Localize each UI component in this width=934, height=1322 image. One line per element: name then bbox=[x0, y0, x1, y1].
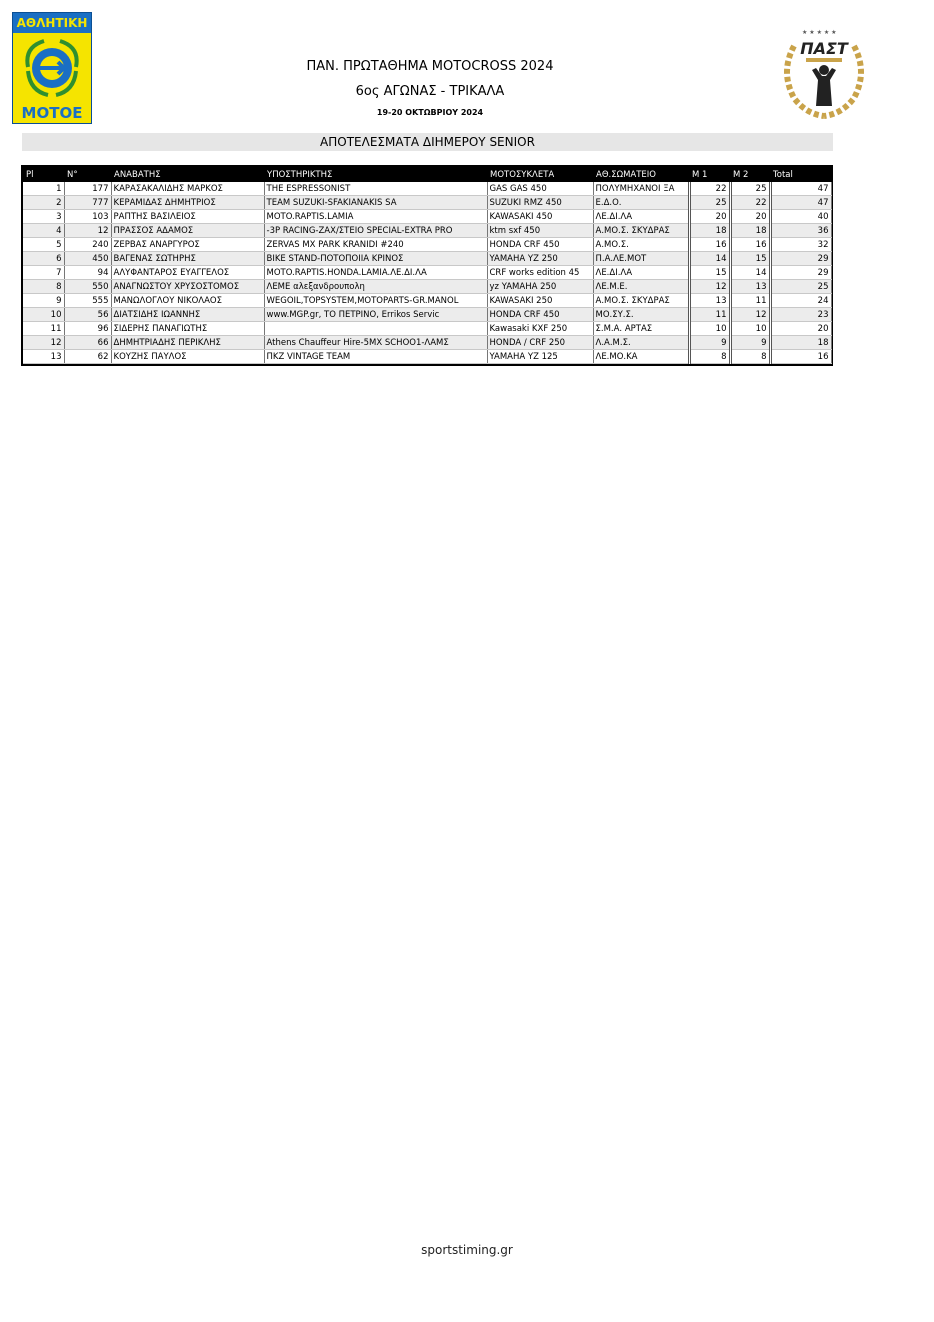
cell-moto1: 22 bbox=[689, 182, 730, 196]
table-row bbox=[23, 224, 831, 238]
table-row bbox=[23, 266, 831, 280]
cell-motorcycle: HONDA CRF 450 bbox=[487, 238, 593, 252]
cell-number: 56 bbox=[64, 308, 111, 322]
cell-place: 10 bbox=[23, 308, 64, 322]
cell-moto1: 13 bbox=[689, 294, 730, 308]
cell-place: 5 bbox=[23, 238, 64, 252]
cell-sponsor: BIKE STAND-ΠΟΤΟΠΟΙΙΑ ΚΡΙΝΟΣ bbox=[264, 252, 487, 266]
cell-moto1: 25 bbox=[689, 196, 730, 210]
table-row bbox=[23, 322, 831, 336]
cell-club: ΠΟΛΥΜΗΧΑΝΟΙ ΞΑ bbox=[593, 182, 689, 196]
cell-total: 47 bbox=[770, 182, 831, 196]
race-title: 6ος ΑΓΩΝΑΣ - ΤΡΙΚΑΛΑ bbox=[355, 84, 505, 99]
cell-number: 177 bbox=[64, 182, 111, 196]
cell-total: 20 bbox=[770, 322, 831, 336]
cell-moto2: 18 bbox=[730, 224, 770, 238]
cell-number: 103 bbox=[64, 210, 111, 224]
cell-club: Α.ΜΟ.Σ. ΣΚΥΔΡΑΣ bbox=[593, 294, 689, 308]
cell-number: 94 bbox=[64, 266, 111, 280]
table-row bbox=[23, 182, 831, 196]
cell-moto1: 8 bbox=[689, 350, 730, 364]
cell-number: 12 bbox=[64, 224, 111, 238]
cell-sponsor: -3P RACING-ZAX/ΣΤΕΙΟ SPECIAL-EXTRA PRO bbox=[264, 224, 487, 238]
col-header-place: Pl bbox=[23, 167, 64, 182]
cell-rider: ΖΕΡΒΑΣ ΑΝΑΡΓΥΡΟΣ bbox=[111, 238, 264, 252]
cell-moto2: 10 bbox=[730, 322, 770, 336]
cell-total: 25 bbox=[770, 280, 831, 294]
cell-moto1: 10 bbox=[689, 322, 730, 336]
table-row bbox=[23, 238, 831, 252]
cell-total: 40 bbox=[770, 210, 831, 224]
col-header-moto2: M 2 bbox=[730, 167, 770, 182]
cell-moto1: 15 bbox=[689, 266, 730, 280]
cell-place: 2 bbox=[23, 196, 64, 210]
federation-logo bbox=[12, 12, 92, 124]
cell-moto2: 12 bbox=[730, 308, 770, 322]
cell-place: 1 bbox=[23, 182, 64, 196]
cell-moto1: 16 bbox=[689, 238, 730, 252]
cell-club: ΛΕ.ΔΙ.ΛΑ bbox=[593, 210, 689, 224]
cell-place: 11 bbox=[23, 322, 64, 336]
cell-moto2: 25 bbox=[730, 182, 770, 196]
cell-motorcycle: KAWASAKI 250 bbox=[487, 294, 593, 308]
table-row bbox=[23, 210, 831, 224]
cell-motorcycle: Kawasaki KXF 250 bbox=[487, 322, 593, 336]
table-row bbox=[23, 294, 831, 308]
cell-sponsor: THE ESPRESSONIST bbox=[264, 182, 487, 196]
cell-motorcycle: GAS GAS 450 bbox=[487, 182, 593, 196]
cell-total: 32 bbox=[770, 238, 831, 252]
table-row bbox=[23, 308, 831, 322]
cell-moto2: 22 bbox=[730, 196, 770, 210]
cell-place: 9 bbox=[23, 294, 64, 308]
cell-number: 240 bbox=[64, 238, 111, 252]
col-header-number: N° bbox=[64, 167, 111, 182]
cell-sponsor: MOTO.RAPTIS.LAMIA bbox=[264, 210, 487, 224]
cell-number: 550 bbox=[64, 280, 111, 294]
championship-title: ΠΑΝ. ΠΡΩΤΑΘΗΜΑ MOTOCROSS 2024 bbox=[306, 59, 554, 74]
cell-rider: ΣΙΔΕΡΗΣ ΠΑΝΑΓΙΩΤΗΣ bbox=[111, 322, 264, 336]
cell-place: 13 bbox=[23, 350, 64, 364]
cell-motorcycle: HONDA CRF 450 bbox=[487, 308, 593, 322]
cell-rider: ΚΟΥΖΗΣ ΠΑΥΛΟΣ bbox=[111, 350, 264, 364]
cell-club: Λ.Α.Μ.Σ. bbox=[593, 336, 689, 350]
cell-moto1: 11 bbox=[689, 308, 730, 322]
cell-club: ΛΕ.ΜΟ.ΚΑ bbox=[593, 350, 689, 364]
cell-moto1: 9 bbox=[689, 336, 730, 350]
cell-club: Π.Α.ΛΕ.ΜΟΤ bbox=[593, 252, 689, 266]
table-row bbox=[23, 196, 831, 210]
cell-rider: ΚΑΡΑΣΑΚΑΛΙΔΗΣ ΜΑΡΚΟΣ bbox=[111, 182, 264, 196]
section-title: ΑΠΟΤΕΛΕΣΜΑΤΑ ΔΙΗΜΕΡΟΥ SENIOR bbox=[22, 133, 833, 151]
table-row bbox=[23, 280, 831, 294]
cell-total: 29 bbox=[770, 266, 831, 280]
cell-motorcycle: SUZUKI RMZ 450 bbox=[487, 196, 593, 210]
cell-sponsor: ZERVAS MX PARK KRANIDI #240 bbox=[264, 238, 487, 252]
race-dates: 19-20 ΟΚΤΩΒΡΙΟΥ 2024 bbox=[376, 108, 484, 117]
table-row bbox=[23, 252, 831, 266]
cell-sponsor: www.MGP.gr, ΤΟ ΠΕΤΡΙΝΟ, Errikos Servic bbox=[264, 308, 487, 322]
cell-motorcycle: CRF works edition 45 bbox=[487, 266, 593, 280]
cell-sponsor: TEAM SUZUKI-SFAKIANAKIS SA bbox=[264, 196, 487, 210]
cell-club: Α.ΜΟ.Σ. bbox=[593, 238, 689, 252]
cell-sponsor: MOTO.RAPTIS.HONDA.LAMIA.ΛΕ.ΔΙ.ΛΑ bbox=[264, 266, 487, 280]
cell-total: 36 bbox=[770, 224, 831, 238]
cell-place: 8 bbox=[23, 280, 64, 294]
cell-total: 18 bbox=[770, 336, 831, 350]
cell-motorcycle: KAWASAKI 450 bbox=[487, 210, 593, 224]
cell-moto2: 14 bbox=[730, 266, 770, 280]
cell-moto2: 16 bbox=[730, 238, 770, 252]
cell-total: 24 bbox=[770, 294, 831, 308]
cell-sponsor: Athens Chauffeur Hire-5MX SCHOO1-ΛΑΜΣ bbox=[264, 336, 487, 350]
cell-moto2: 9 bbox=[730, 336, 770, 350]
cell-place: 6 bbox=[23, 252, 64, 266]
cell-total: 16 bbox=[770, 350, 831, 364]
cell-club: Ε.Δ.Ο. bbox=[593, 196, 689, 210]
cell-club: ΜΟ.ΣΥ.Σ. bbox=[593, 308, 689, 322]
cell-motorcycle: YAMAHA YZ 250 bbox=[487, 252, 593, 266]
cell-club: Σ.Μ.Α. ΑΡΤΑΣ bbox=[593, 322, 689, 336]
cell-number: 96 bbox=[64, 322, 111, 336]
cell-rider: ΑΝΑΓΝΩΣΤΟΥ ΧΡΥΣΟΣΤΟΜΟΣ bbox=[111, 280, 264, 294]
logo-bottom-text: ΜΟΤΟΕ bbox=[13, 103, 91, 123]
col-header-motorcycle: ΜΟΤΟΣΥΚΛΕΤΑ bbox=[487, 167, 593, 182]
cell-sponsor: ΛΕΜΕ αλεξανδρουπολη bbox=[264, 280, 487, 294]
cell-moto1: 18 bbox=[689, 224, 730, 238]
cell-number: 450 bbox=[64, 252, 111, 266]
cell-club: ΛΕ.Μ.Ε. bbox=[593, 280, 689, 294]
cell-total: 23 bbox=[770, 308, 831, 322]
col-header-rider: ΑΝΑΒΑΤΗΣ bbox=[111, 167, 264, 182]
cell-motorcycle: ktm sxf 450 bbox=[487, 224, 593, 238]
cell-sponsor bbox=[264, 322, 487, 336]
cell-place: 4 bbox=[23, 224, 64, 238]
cell-rider: ΔΗΜΗΤΡΙΑΔΗΣ ΠΕΡΙΚΛΗΣ bbox=[111, 336, 264, 350]
cell-total: 47 bbox=[770, 196, 831, 210]
cell-motorcycle: YAMAHA YZ 125 bbox=[487, 350, 593, 364]
cell-moto1: 20 bbox=[689, 210, 730, 224]
cell-motorcycle: HONDA / CRF 250 bbox=[487, 336, 593, 350]
logo-text: ΠΑΣΤ bbox=[800, 39, 848, 58]
cell-moto2: 15 bbox=[730, 252, 770, 266]
cell-moto1: 12 bbox=[689, 280, 730, 294]
cell-moto2: 8 bbox=[730, 350, 770, 364]
cell-moto2: 11 bbox=[730, 294, 770, 308]
table-header-row bbox=[23, 167, 831, 182]
table-row bbox=[23, 336, 831, 350]
cell-number: 62 bbox=[64, 350, 111, 364]
cell-place: 7 bbox=[23, 266, 64, 280]
col-header-moto1: M 1 bbox=[689, 167, 730, 182]
cell-rider: ΠΡΑΣΣΟΣ ΑΔΑΜΟΣ bbox=[111, 224, 264, 238]
cell-club: ΛΕ.ΔΙ.ΛΑ bbox=[593, 266, 689, 280]
wheel-emblem-icon bbox=[22, 37, 82, 99]
cell-motorcycle: yz YAMAHA 250 bbox=[487, 280, 593, 294]
logo-top-text: ΑΘΛΗΤΙΚΗ bbox=[13, 13, 91, 33]
cell-number: 555 bbox=[64, 294, 111, 308]
table-row bbox=[23, 350, 831, 364]
cell-rider: ΜΑΝΩΛΟΓΛΟΥ ΝΙΚΟΛΑΟΣ bbox=[111, 294, 264, 308]
col-header-total: Total bbox=[770, 167, 831, 182]
results-table bbox=[21, 165, 833, 366]
cell-place: 12 bbox=[23, 336, 64, 350]
cell-rider: ΡΑΠΤΗΣ ΒΑΣΙΛΕΙΟΣ bbox=[111, 210, 264, 224]
cell-club: Α.ΜΟ.Σ. ΣΚΥΔΡΑΣ bbox=[593, 224, 689, 238]
cell-sponsor: ΠΚΖ VINTAGE TEAM bbox=[264, 350, 487, 364]
cell-number: 66 bbox=[64, 336, 111, 350]
cell-moto2: 20 bbox=[730, 210, 770, 224]
col-header-sponsor: ΥΠΟΣΤΗΡΙΚΤΗΣ bbox=[264, 167, 487, 182]
cell-rider: ΒΑΓΕΝΑΣ ΣΩΤΗΡΗΣ bbox=[111, 252, 264, 266]
cell-number: 777 bbox=[64, 196, 111, 210]
cell-rider: ΚΕΡΑΜΙΔΑΣ ΔΗΜΗΤΡΙΟΣ bbox=[111, 196, 264, 210]
svg-text:★ ★ ★ ★ ★: ★ ★ ★ ★ ★ bbox=[802, 29, 837, 36]
cell-sponsor: WEGOIL,TOPSYSTEM,MOTOPARTS-GR.MANOL bbox=[264, 294, 487, 308]
cell-moto2: 13 bbox=[730, 280, 770, 294]
cell-total: 29 bbox=[770, 252, 831, 266]
cell-rider: ΔΙΑΤΣΙΔΗΣ ΙΩΑΝΝΗΣ bbox=[111, 308, 264, 322]
pmast-laurel-logo bbox=[776, 24, 872, 120]
cell-moto1: 14 bbox=[689, 252, 730, 266]
footer-source: sportstiming.gr bbox=[421, 1243, 513, 1257]
col-header-club: ΑΘ.ΣΩΜΑΤΕΙΟ bbox=[593, 167, 689, 182]
cell-rider: ΑΛΥΦΑΝΤΑΡΟΣ ΕΥΑΓΓΕΛΟΣ bbox=[111, 266, 264, 280]
cell-place: 3 bbox=[23, 210, 64, 224]
